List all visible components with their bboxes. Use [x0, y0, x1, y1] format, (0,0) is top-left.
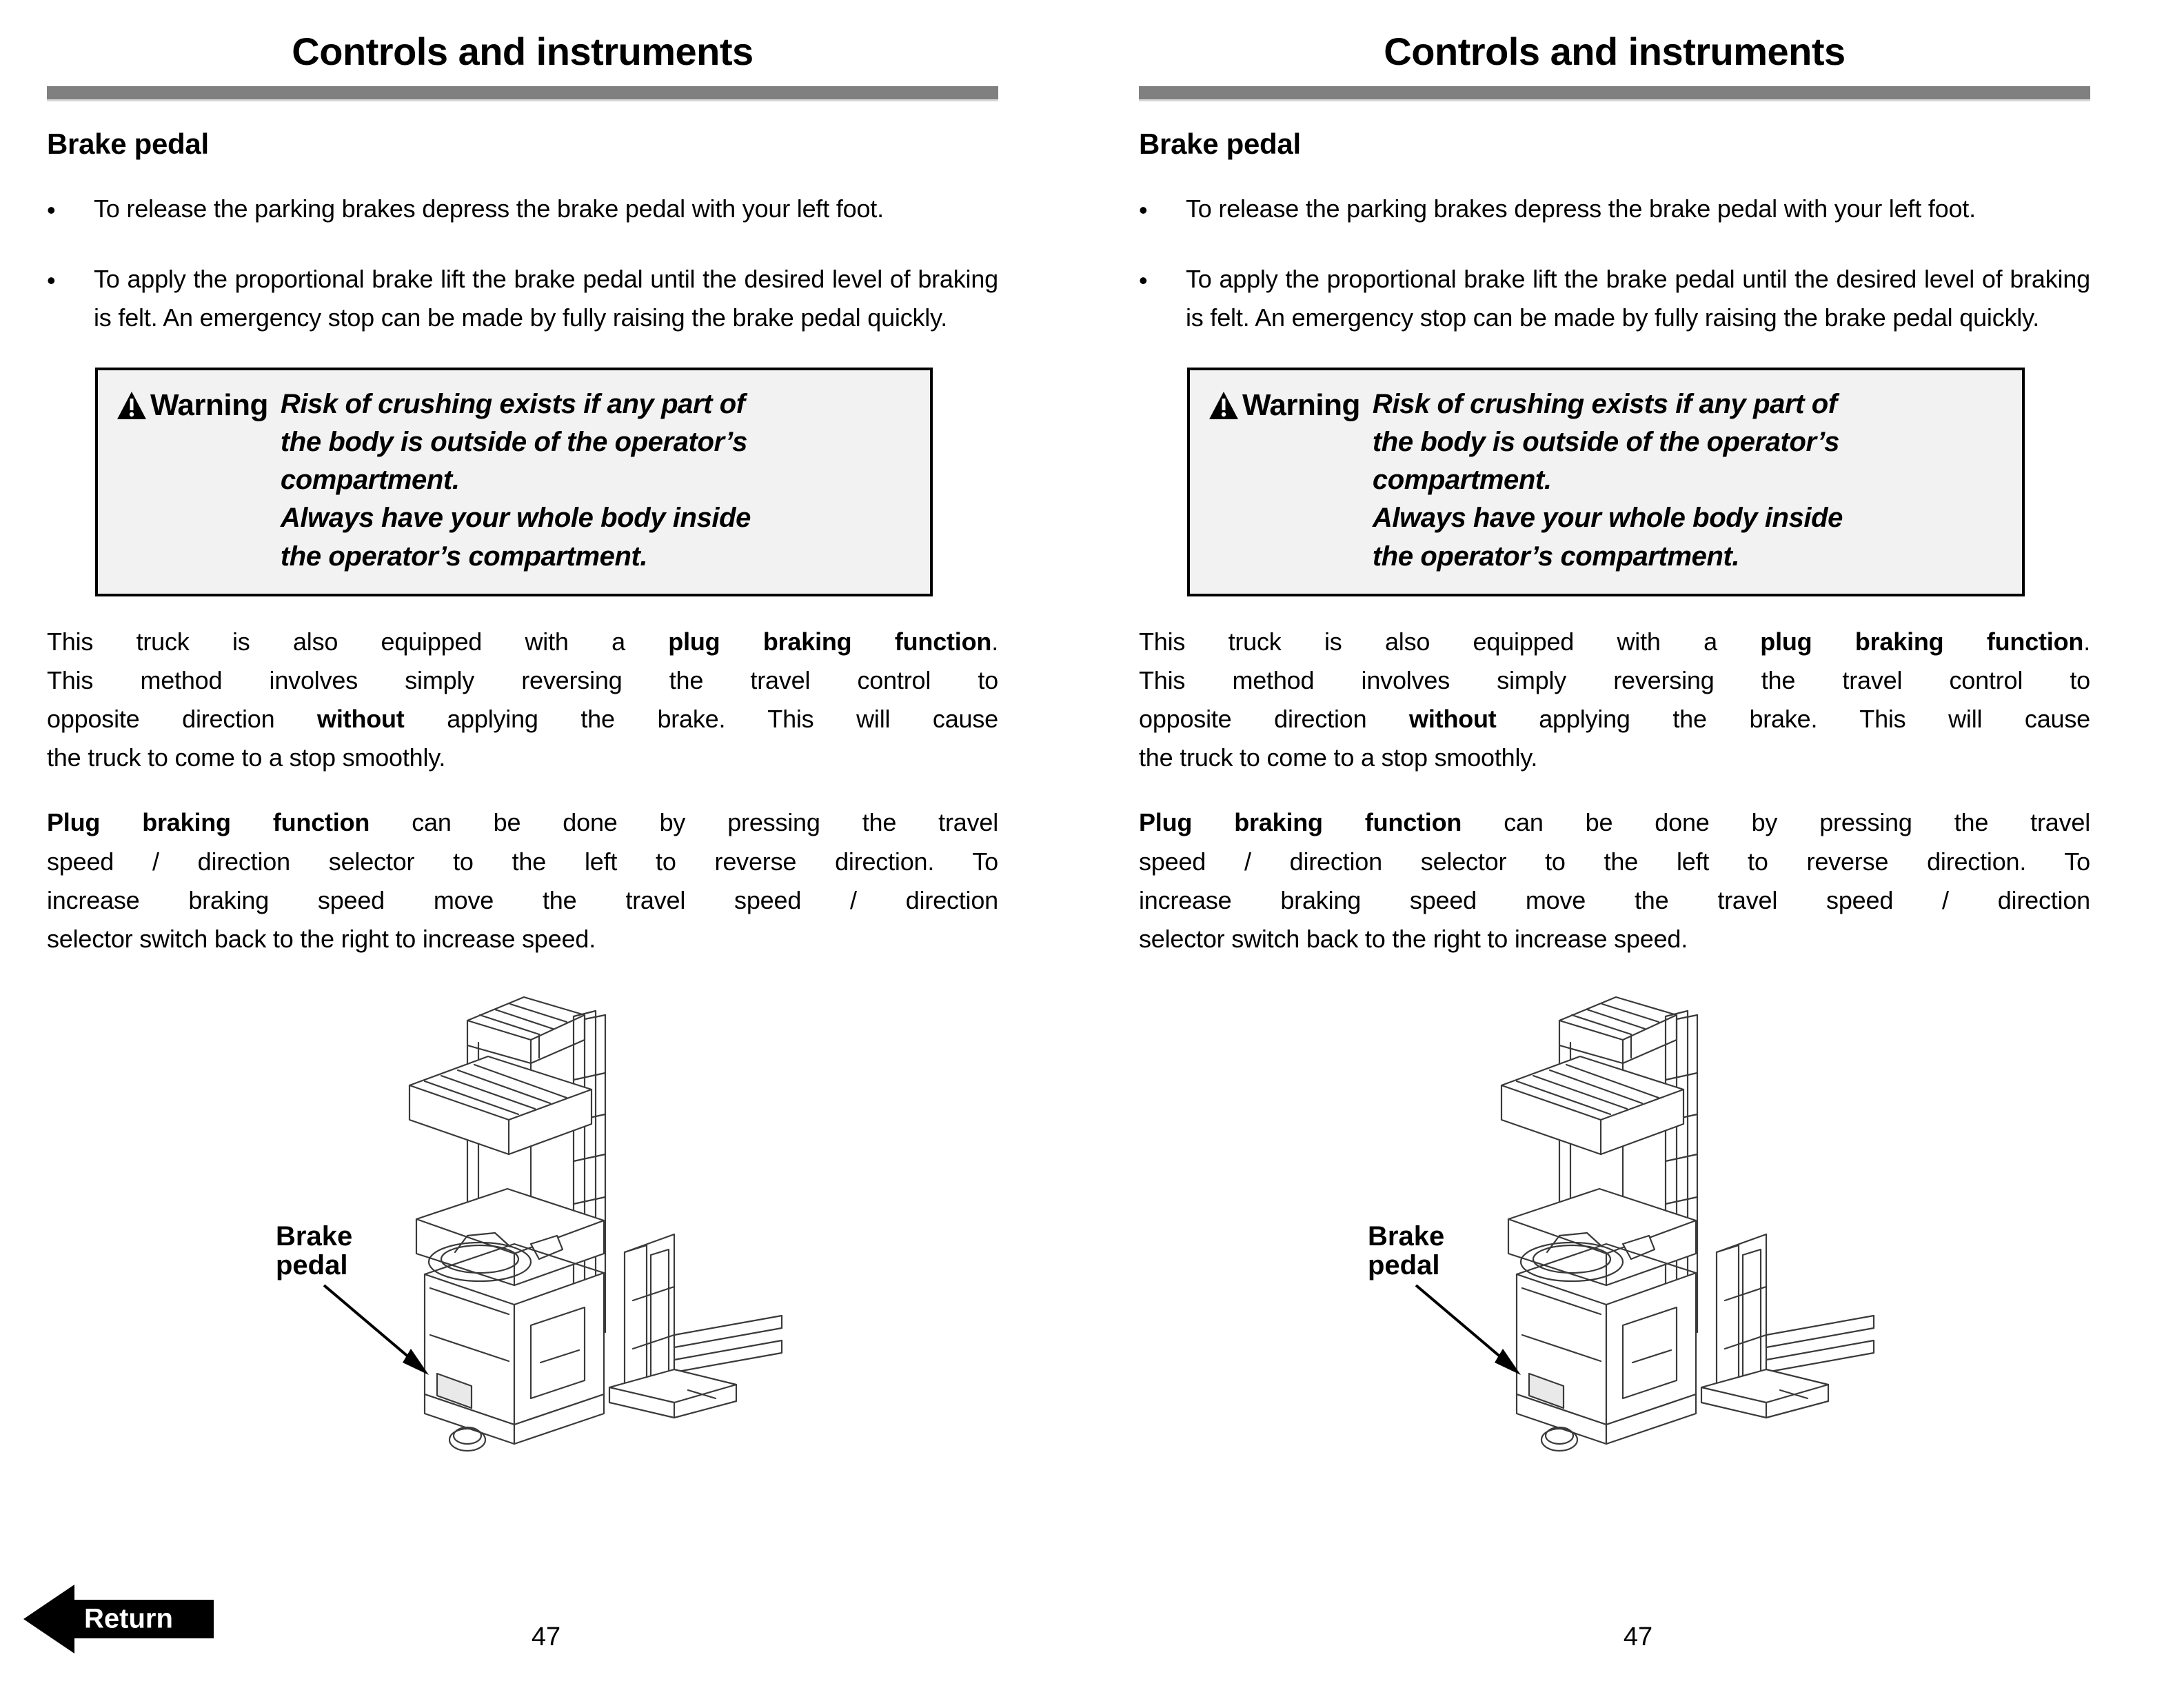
bullet-line: made by fully raising the brake pedal quickly. — [1553, 303, 2040, 332]
warning-line: the operator’s compartment. — [1372, 541, 1740, 572]
warning-message — [1360, 385, 2022, 576]
list-item — [1139, 260, 2090, 337]
callout-label-line2: pedal — [1368, 1250, 1440, 1281]
emphasis-without: without — [317, 705, 405, 734]
page-title: Controls and instruments — [1384, 30, 1846, 73]
warning-line: compartment. — [1372, 465, 1552, 496]
bullet-line: To release the parking brakes depress the brake pedal — [1186, 194, 1777, 223]
bullet-line: made by fully raising the brake pedal quickly. — [461, 303, 948, 332]
page-right — [1092, 0, 2184, 1688]
bullet-marker: • — [47, 265, 56, 294]
warning-callout-box — [1187, 368, 2025, 596]
warning-line: Always have your whole body inside — [280, 503, 751, 534]
warning-triangle-icon — [116, 390, 148, 421]
callout-arrow — [1416, 1285, 1521, 1375]
para-line: opposite direction without applying the brake. This will cause — [47, 705, 998, 734]
para-line: the truck to come to a stop smoothly. — [1139, 743, 1538, 772]
paragraph-plug-braking-intro — [1139, 623, 2090, 778]
page-number: 47 — [531, 1622, 561, 1651]
bullet-marker: • — [1139, 195, 1148, 224]
para-line: speed / direction selector to the left to reverse direction. To — [47, 847, 998, 876]
return-button-label: Return — [84, 1603, 173, 1634]
warning-label-group — [98, 385, 268, 423]
warning-line: the operator’s compartment. — [280, 541, 648, 572]
warning-label-group — [1190, 385, 1360, 423]
warning-line: compartment. — [280, 465, 460, 496]
callout-arrow — [324, 1285, 429, 1375]
list-item — [1139, 190, 2090, 230]
section-heading: Brake pedal — [1139, 127, 1301, 160]
callout-label-line1: Brake — [276, 1221, 353, 1252]
warning-line: the body is outside of the operator’s — [1372, 427, 1839, 458]
emphasis-plug-braking-function: plug braking function — [1760, 627, 2084, 656]
para-line: the truck to come to a stop smoothly. — [47, 743, 446, 772]
bullet-line: To apply the proportional brake lift the brake pedal until the — [94, 264, 737, 293]
para-line: Plug braking function can be done by pressing the travel — [47, 808, 998, 837]
bullet-line: with your left foot. — [1783, 194, 1976, 223]
para-line: increase braking speed move the travel speed / direction — [47, 885, 998, 914]
paragraph-plug-braking-howto — [47, 803, 998, 958]
warning-line: Always have your whole body inside — [1372, 503, 1843, 534]
para-line: This method involves simply reversing the travel control to — [47, 666, 998, 694]
bullet-body — [94, 190, 998, 230]
bullet-marker: • — [47, 195, 56, 224]
emphasis-plug-braking-function: plug braking function — [668, 627, 992, 656]
header-rule — [1139, 86, 2090, 101]
reach-truck-diagram — [47, 976, 998, 1459]
header-rule — [47, 86, 998, 101]
bullet-body — [1186, 260, 2090, 337]
bullet-marker: • — [1139, 265, 1148, 294]
warning-line: Risk of crushing exists if any part of — [280, 388, 745, 419]
para-line: Plug braking function can be done by pressing the travel — [1139, 808, 2090, 837]
bullet-line: To apply the proportional brake lift the brake pedal until the — [1186, 264, 1829, 293]
para-line: This truck is also equipped with a plug braking function. — [1139, 627, 2091, 656]
warning-triangle-icon — [1208, 390, 1240, 421]
warning-line: the body is outside of the operator’s — [280, 427, 747, 458]
bullet-line: with your left foot. — [691, 194, 884, 223]
para-line: opposite direction without applying the brake. This will cause — [1139, 705, 2090, 734]
left-arrow-icon[interactable] — [23, 1580, 215, 1658]
para-line: speed / direction selector to the left to reverse direction. To — [1139, 847, 2090, 876]
bullet-line: To release the parking brakes depress the brake pedal — [94, 194, 685, 223]
para-line: This method involves simply reversing the travel control to — [1139, 666, 2090, 694]
callout-label-line1: Brake — [1368, 1221, 1445, 1252]
warning-label-text: Warning — [1242, 388, 1360, 422]
warning-message — [268, 385, 930, 576]
page-title: Controls and instruments — [292, 30, 754, 73]
bullet-list — [47, 190, 998, 337]
para-line: increase braking speed move the travel speed / direction — [1139, 885, 2090, 914]
emphasis-plug-braking-function: Plug braking function — [1139, 808, 1462, 837]
warning-callout-box — [95, 368, 933, 596]
return-button[interactable] — [23, 1580, 215, 1658]
emphasis-without: without — [1409, 705, 1497, 734]
paragraph-plug-braking-intro — [47, 623, 998, 778]
page-number: 47 — [1623, 1622, 1653, 1651]
bullet-body — [94, 260, 998, 337]
emphasis-plug-braking-function: Plug braking function — [47, 808, 370, 837]
bullet-line: desired level of braking is felt. An emergency stop can be — [94, 264, 998, 332]
para-line: This truck is also equipped with a plug braking function. — [47, 627, 999, 656]
bullet-list — [1139, 190, 2090, 337]
para-line: selector switch back to the right to increase speed. — [47, 924, 596, 953]
bullet-body — [1186, 190, 2090, 230]
callout-label-line2: pedal — [276, 1250, 348, 1281]
para-line: selector switch back to the right to increase speed. — [1139, 924, 1688, 953]
section-heading: Brake pedal — [47, 127, 209, 160]
reach-truck-diagram — [1139, 976, 2090, 1459]
warning-label-text: Warning — [150, 388, 268, 422]
bullet-line: desired level of braking is felt. An emergency stop can be — [1186, 264, 2090, 332]
paragraph-plug-braking-howto — [1139, 803, 2090, 958]
warning-line: Risk of crushing exists if any part of — [1372, 388, 1837, 419]
list-item — [47, 190, 998, 230]
list-item — [47, 260, 998, 337]
